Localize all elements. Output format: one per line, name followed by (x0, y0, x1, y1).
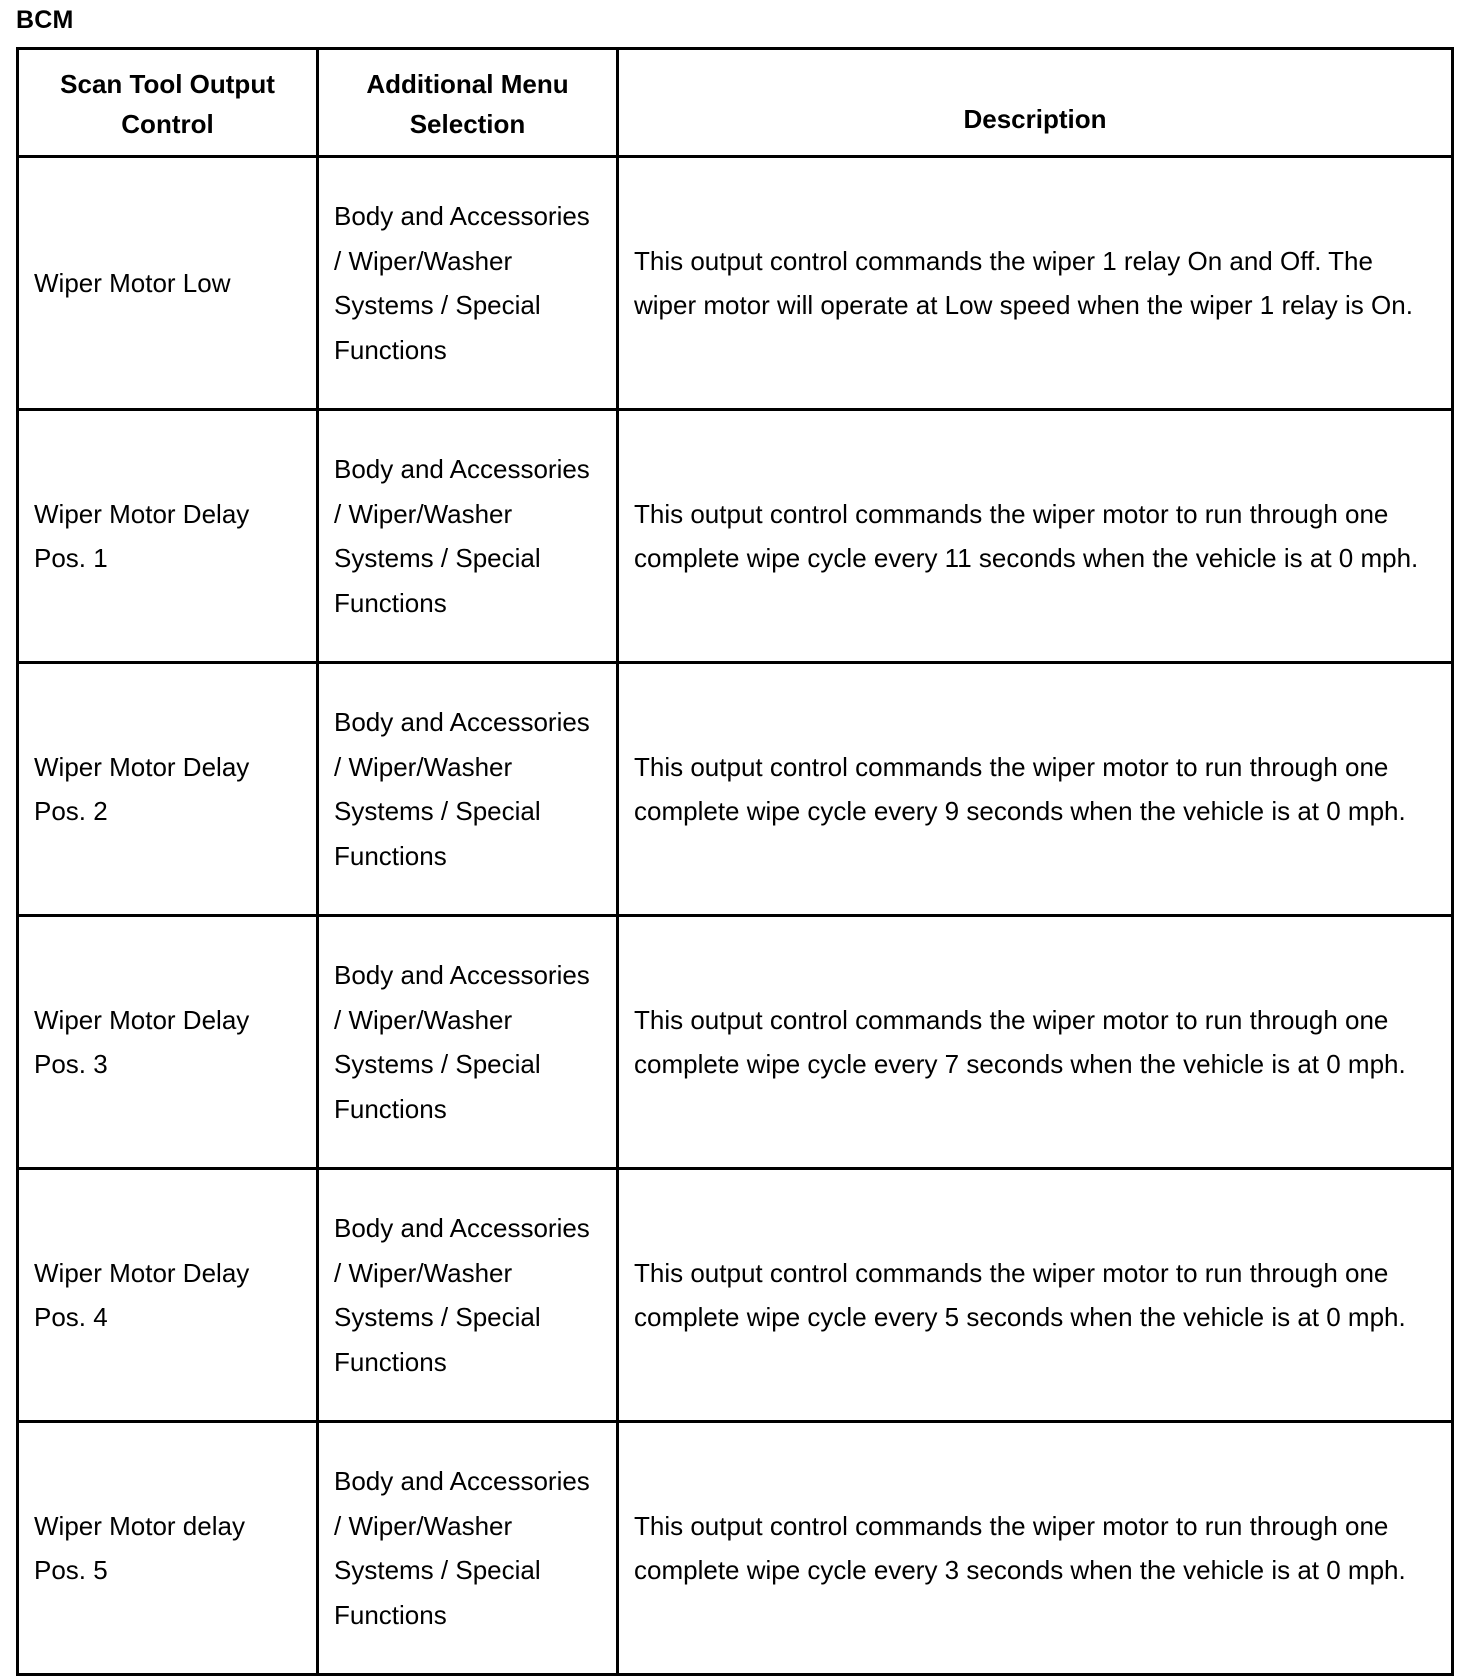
cell-description: This output control commands the wiper motor to run through one complete wipe cycle every 11 seconds when the vehicle is at 0 mph. (618, 410, 1453, 663)
cell-description: This output control commands the wiper motor to run through one complete wipe cycle every 5 seconds when the vehicle is at 0 mph. (618, 1169, 1453, 1422)
cell-description: This output control commands the wiper motor to run through one complete wipe cycle every 3 seconds when the vehicle is at 0 mph. (618, 1422, 1453, 1675)
cell-menu: Body and Accessories / Wiper/Washer Systems / Special Functions (318, 157, 618, 410)
cell-control: Wiper Motor Delay Pos. 1 (18, 410, 318, 663)
table-row (18, 157, 1453, 410)
table-row (18, 1422, 1453, 1675)
cell-description: This output control commands the wiper motor to run through one complete wipe cycle every 7 seconds when the vehicle is at 0 mph. (618, 916, 1453, 1169)
header-control: Scan Tool Output Control (18, 49, 318, 157)
table-row (18, 1169, 1453, 1422)
cell-description: This output control commands the wiper motor to run through one complete wipe cycle every 9 seconds when the vehicle is at 0 mph. (618, 663, 1453, 916)
cell-menu: Body and Accessories / Wiper/Washer Systems / Special Functions (318, 1422, 618, 1675)
cell-control: Wiper Motor Delay Pos. 2 (18, 663, 318, 916)
cell-menu: Body and Accessories / Wiper/Washer Systems / Special Functions (318, 1169, 618, 1422)
cell-control: Wiper Motor Delay Pos. 3 (18, 916, 318, 1169)
table-row (18, 916, 1453, 1169)
cell-control: Wiper Motor Low (18, 157, 318, 410)
cell-control: Wiper Motor delay Pos. 5 (18, 1422, 318, 1675)
cell-menu: Body and Accessories / Wiper/Washer Systems / Special Functions (318, 663, 618, 916)
cell-menu: Body and Accessories / Wiper/Washer Systems / Special Functions (318, 916, 618, 1169)
cell-control: Wiper Motor Delay Pos. 4 (18, 1169, 318, 1422)
table-header-row (18, 49, 1453, 157)
cell-description: This output control commands the wiper 1 relay On and Off. The wiper motor will operate at Low speed when the wiper 1 relay is On. (618, 157, 1453, 410)
page-title: BCM (16, 6, 74, 34)
header-description: Description (618, 49, 1453, 157)
header-menu: Additional Menu Selection (318, 49, 618, 157)
table-row (18, 663, 1453, 916)
output-control-table (16, 47, 1454, 1676)
table-row (18, 410, 1453, 663)
cell-menu: Body and Accessories / Wiper/Washer Systems / Special Functions (318, 410, 618, 663)
